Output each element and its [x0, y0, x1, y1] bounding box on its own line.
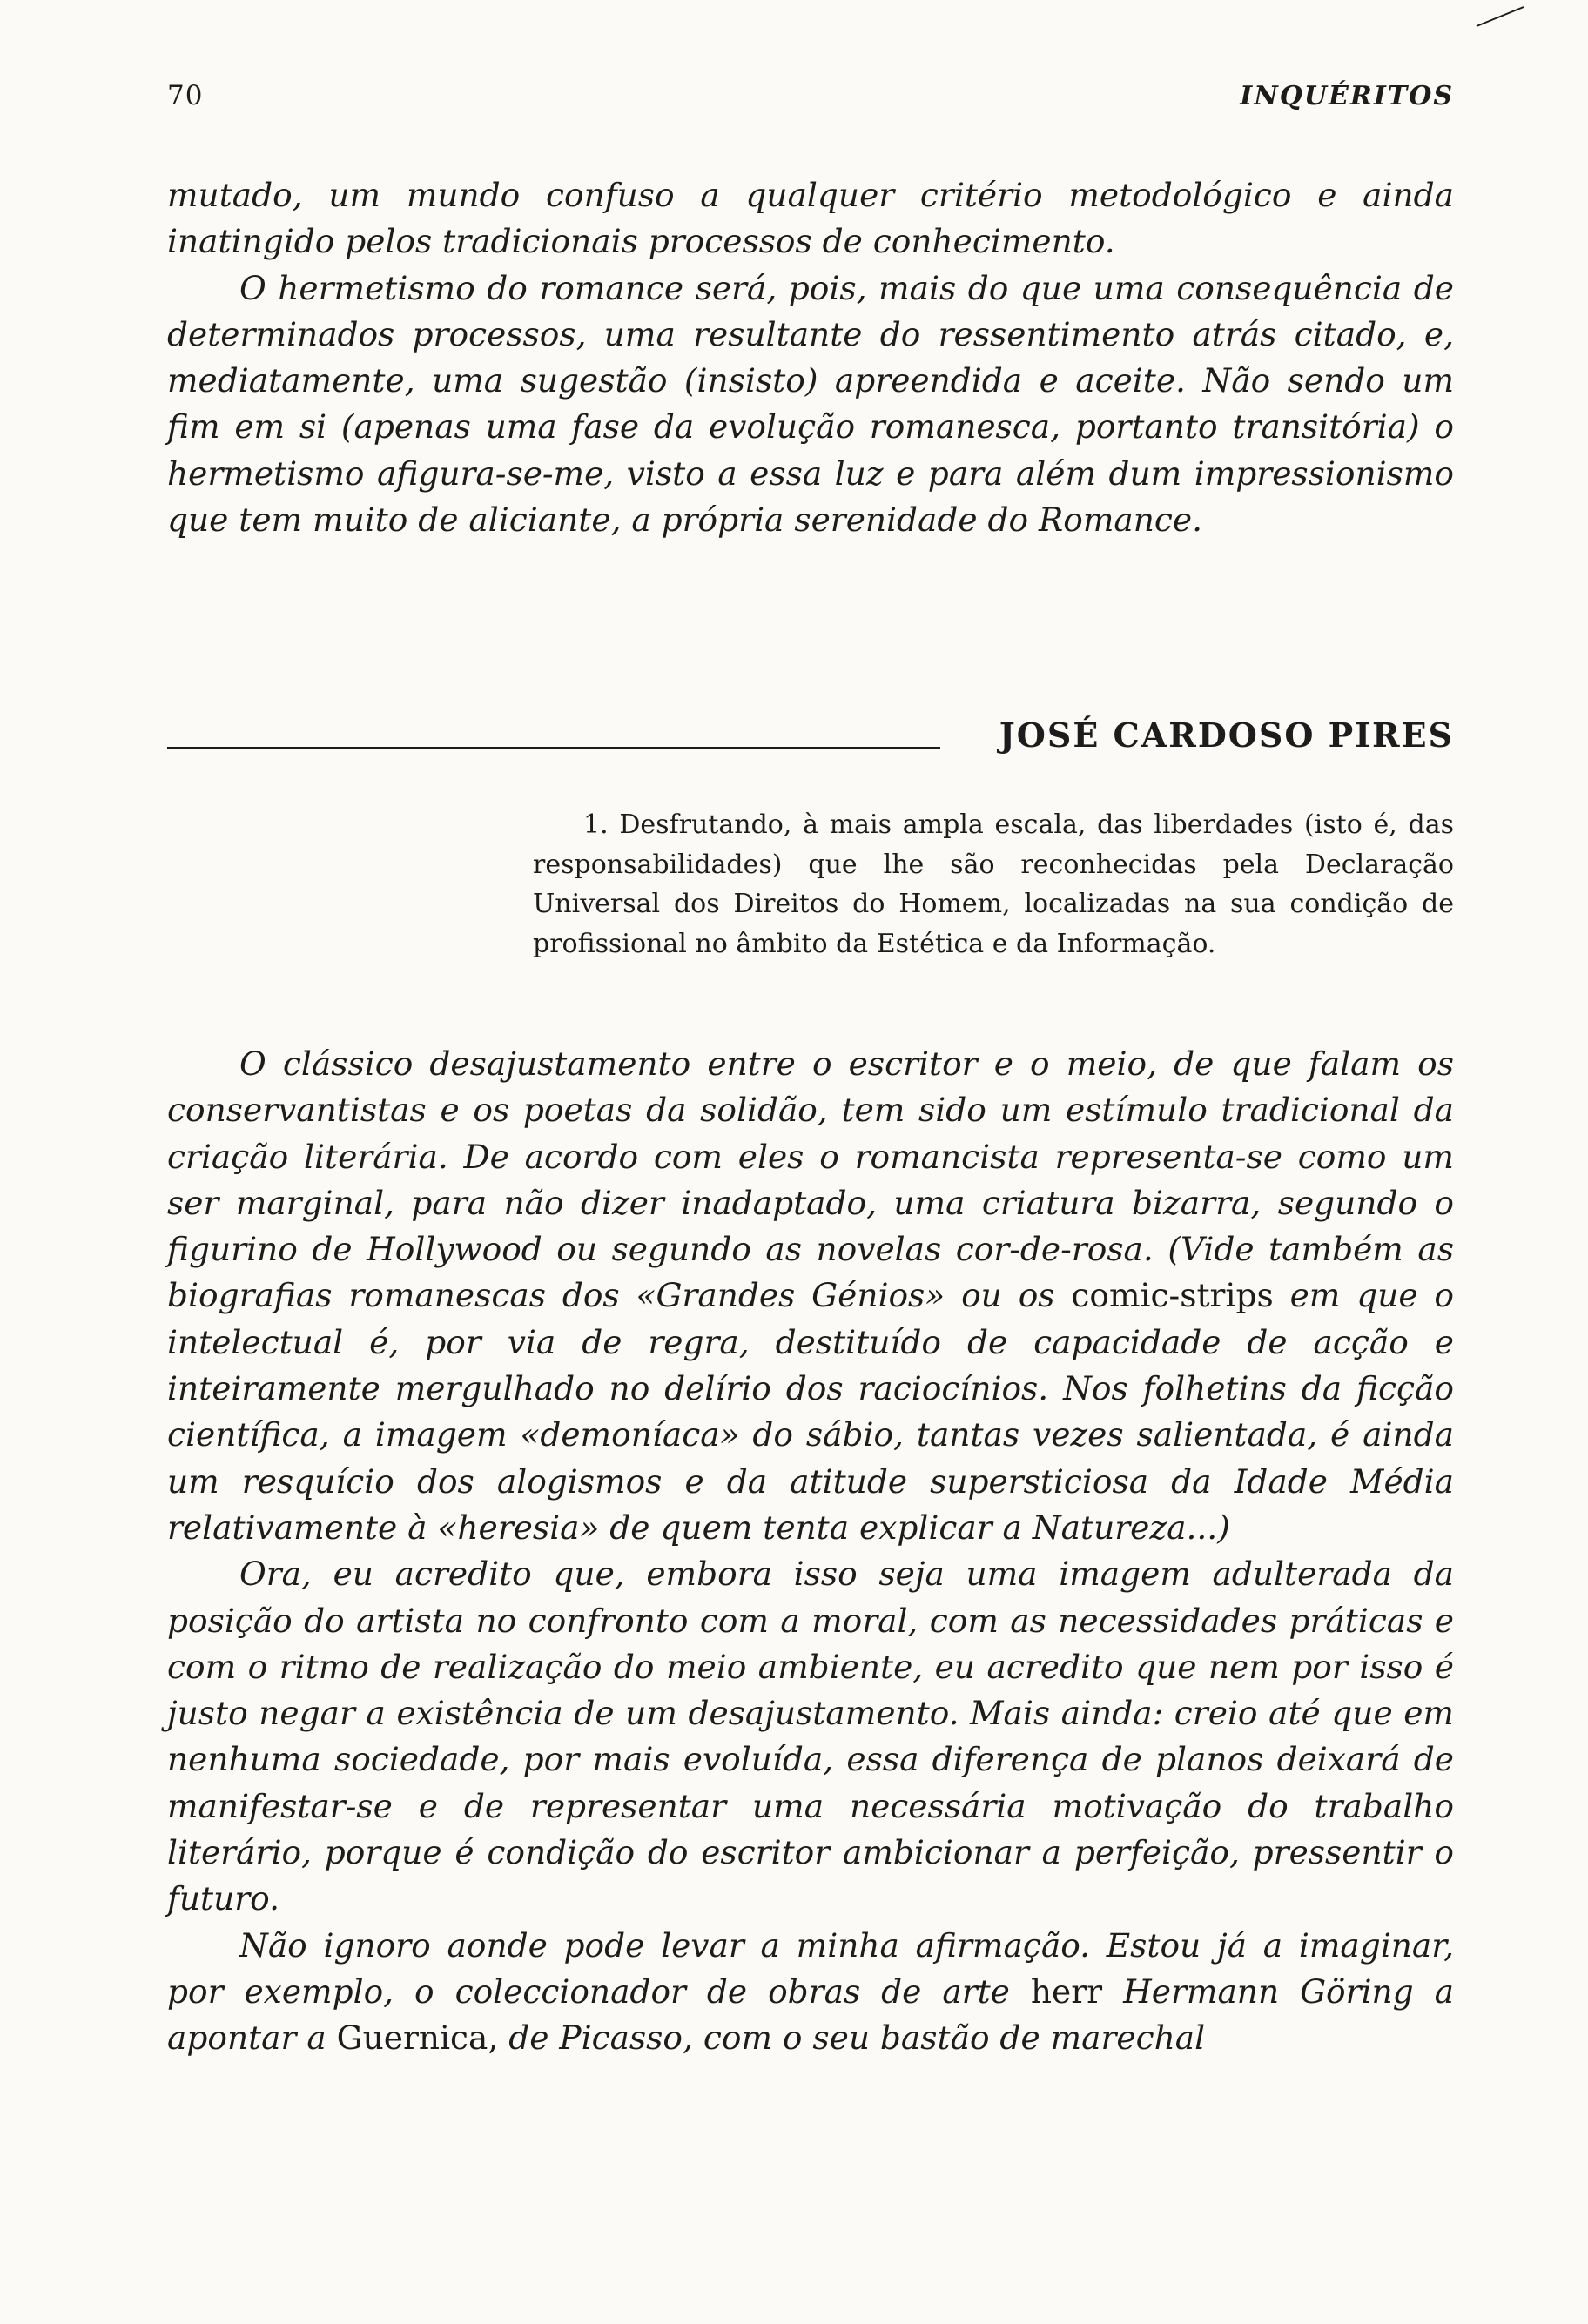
roman-term: Guernica,	[336, 2018, 499, 2058]
text-span: O clássico desajustamento entre o escritor e o meio, de que falam os conservantistas e os poetas da solidão, tem sido um estímulo tradicional da criação literária. De acordo com eles o romancista representa-se como um ser marginal, para não dizer inadaptado, uma criatura bizarra, segundo o figurino de Hollywood ou segundo as novelas cor-de-rosa. (Vide também as biografias romanescas dos «Grandes Génios» ou os	[167, 1044, 1454, 1315]
text-span: em que o intelectual é, por via de regra, destituído de capacidade de acção e inteiramente mergulhado no delírio dos raciocínios. Nos folhetins da ficção científica, a imagem «demoníaca» do sábio, tantas vezes salientada, é ainda um resquício dos alogismos e da atitude supersticiosa da Idade Média relativamente à «heresia» de quem tenta explicar a Natureza...)	[167, 1276, 1454, 1547]
survey-question: 1. Desfrutando, à mais ampla escala, das liberdades (isto é, das responsabilidades) que lhe são reconhecidas pela Declaração Universal dos Direitos do Homem, localizadas na sua condição de profissional no âmbito da Estética e da Informação.	[533, 809, 1454, 959]
running-title: INQUÉRITOS	[1240, 81, 1454, 111]
paragraph	[167, 1923, 1454, 2062]
paragraph: O hermetismo do romance será, pois, mais do que uma consequência de determinados processos, uma resultante do ressentimento atrás citado, e, mediatamente, uma sugestão (insisto) apreendida e aceite. Não sendo um fim em si (apenas uma fase da evolução romanesca, portanto transitória) o hermetismo afigura-se-me, visto a essa luz e para além dum impressionismo que tem muito de aliciante, a própria serenidade do Romance.	[167, 268, 1454, 540]
author-name: JOSÉ CARDOSO PIRES	[999, 715, 1454, 755]
roman-term: comic-strips	[1071, 1276, 1274, 1315]
paragraph	[167, 1041, 1454, 1551]
text-span: de Picasso, com o seu bastão de marechal	[508, 2018, 1206, 2058]
section-2-text	[167, 1041, 1454, 2062]
author-heading	[167, 715, 1454, 764]
roman-term: herr	[1030, 1971, 1103, 2011]
paragraph: mutado, um mundo confuso a qualquer critério metodológico e ainda inatingido pelos tradicionais processos de conhecimento.	[167, 176, 1454, 261]
page-number: 70	[167, 80, 204, 111]
heading-rule	[167, 747, 940, 749]
paragraph: Ora, eu acredito que, embora isso seja uma imagem adulterada da posição do artista no confronto com a moral, com as necessidades práticas e com o ritmo de realização do meio ambiente, eu acredito que nem por isso é justo negar a existência de um desajustamento. Mais ainda: creio até que em nenhuma sociedade, por mais evoluída, essa diferença de planos deixará de manifestar-se e de representar uma necessária motivação do trabalho literário, porque é condição do escritor ambicionar a perfeição, pressentir o futuro.	[167, 1555, 1454, 1918]
text-span: Não ignoro aonde pode levar a minha afirmação. Estou já a imaginar, por exemplo, o coleccionador de obras de arte	[167, 1925, 1454, 2011]
text-span: Hermann Göring a apontar a	[167, 1971, 1455, 2058]
section-1-text	[167, 172, 1454, 543]
corner-pen-mark	[1475, 3, 1527, 30]
